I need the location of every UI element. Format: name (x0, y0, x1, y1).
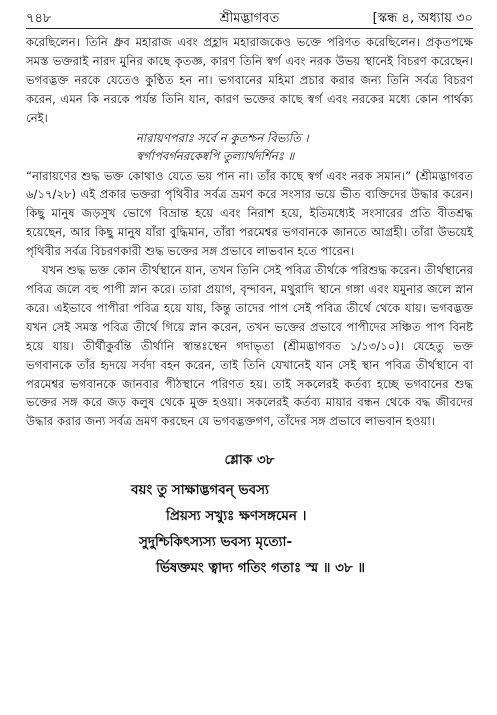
sloka-line-4: র্ভিষক্তমং ত্বাদ্য গতিং গতাঃ স্ম ॥ ৩৮ ॥ (156, 560, 365, 577)
paragraph-1: করেছিলেন। তিনি ধ্রুব মহারাজ এবং প্রহ্লাদ মহারাজকেও ভক্তে পরিণত করেছিলেন। প্রকৃতপক্ষে সমস্ত ভক্তরাই নারদ মুনির কাছে কৃতজ্ঞ, কারণ তিনি স্বর্গ এবং নরক উভয় স্থানেই বিচরণ করেছেন। ভগবদ্ভক্ত নরকে যেতেও কুণ্ঠিত হন না। ভগবানের মহিমা প্রচার করার জন্য তিনি সর্বত্র বিচরণ করেন, এমন কি নরকে পর্যন্ত তিনি যান, কারণ ভক্তের কাছে স্বর্গ এবং নরকের মধ্যে কোন পার্থক্য নেই। (26, 35, 473, 125)
sloka-line-1: বয়ং তু সাক্ষাদ্ভগবন্ ভবস্য (131, 482, 269, 499)
sloka-line-2: প্রিয়স্য সখ্যুঃ ক্ষণসঙ্গমেন । (166, 508, 307, 525)
paragraph-3: যখন শুদ্ধ ভক্ত কোন তীর্থস্থানে যান, তখন তিনি সেই পবিত্র তীর্থকে পরিশুদ্ধ করেন। তীর্থস্থানের পবিত্র জলে বহু পাপী স্নান করে। তারা প্রয়াগ, বৃন্দাবন, মথুরাদি স্থানে গঙ্গা এবং যমুনার জলে স্নান করে। এইভাবে পাপীরা পবিত্র হয়ে যায়, কিন্তু তাদের পাপ সেই পবিত্র তীর্থে থেকে যায়। ভগবদ্ভক্ত যখন সেই সমস্ত পবিত্র তীর্থে গিয়ে স্নান করেন, তখন ভক্তের প্রভাবে পাপীদের সঞ্চিত পাপ বিনষ্ট হয়ে যায়। তীর্থীকুর্বন্তি তীর্থানি স্বান্তঃস্থেন গদাভৃতা (শ্রীমদ্ভাগবত ১/১৩/১০)। যেহেতু ভক্ত ভগবানকে তাঁর হৃদয়ে সর্বদা বহন করেন, তাই তিনি যেখানেই যান সেই স্থান পবিত্র তীর্থস্থানে বা পরমেশ্বর ভগবানকে জানবার পীঠস্থানে পরিণত হয়। তাই সকলেরই কর্তব্য হচ্ছে ভগবানের শুদ্ধ ভক্তের সঙ্গ করে জড় কলুষ থেকে মুক্ত হওয়া। সকলেরই কর্তব্য মায়ার বন্ধন থেকে বদ্ধ জীবদের উদ্ধার করার জন্য সর্বত্র ভ্রমণ করছেন যে ভগবদ্ভক্তগণ, তাঁদের সঙ্গ প্রভাবে লাভবান হওয়া। (26, 263, 473, 429)
sloka-text (26, 477, 473, 581)
sloka-heading: শ্লোক ৩৮ (224, 452, 275, 469)
page-header (26, 6, 473, 28)
section-reference: [স্কন্ধ ৪, অধ্যায় ৩০ (372, 11, 473, 26)
page-number: ৭৪৮ (26, 11, 52, 26)
sloka-line-3: সুদুশ্চিকিৎস্যস্য ভবস্য মৃত্যো- (139, 534, 293, 551)
paragraph-2: “নারায়ণের শুদ্ধ ভক্ত কোথাও যেতে ভয় পান না। তাঁর কাছে স্বর্গ এবং নরক সমান।” (শ্রীমদ্ভাগবত ৬/১৭/২৮) এই প্রকার ভক্তরা পৃথিবীর সর্বত্র ভ্রমণ করে সংসার ভয়ে ভীত ব্যক্তিদের উদ্ধার করেন। কিছু মানুষ জড়সুখ ভোগে বিভ্রান্ত হয়ে এবং নিরাশ হয়ে, ইতিমধ্যেই সংসারের প্রতি বীতশ্রদ্ধ হয়েছেন, আর কিছু মানুষ যাঁরা বুদ্ধিমান, তাঁরা পরমেশ্বর ভগবানকে জানতে আগ্রহী। তাঁরা উভয়েই পৃথিবীর সর্বত্র বিচরণকারী শুদ্ধ ভক্তের সঙ্গ প্রভাবে লাভবান হতে পারেন। (26, 168, 473, 259)
commentary-body (26, 33, 473, 431)
verse-line-2: স্বর্গাপবর্গনরকেষ্বপি তুল্যার্থদর্শিনঃ ॥ (136, 149, 295, 164)
quoted-verse (136, 129, 473, 166)
verse-line-1: নারায়ণপরাঃ সর্বে ন কুতশ্চন বিভ্যতি । (136, 130, 309, 145)
book-title: শ্রীমদ্ভাগবত (219, 11, 280, 26)
